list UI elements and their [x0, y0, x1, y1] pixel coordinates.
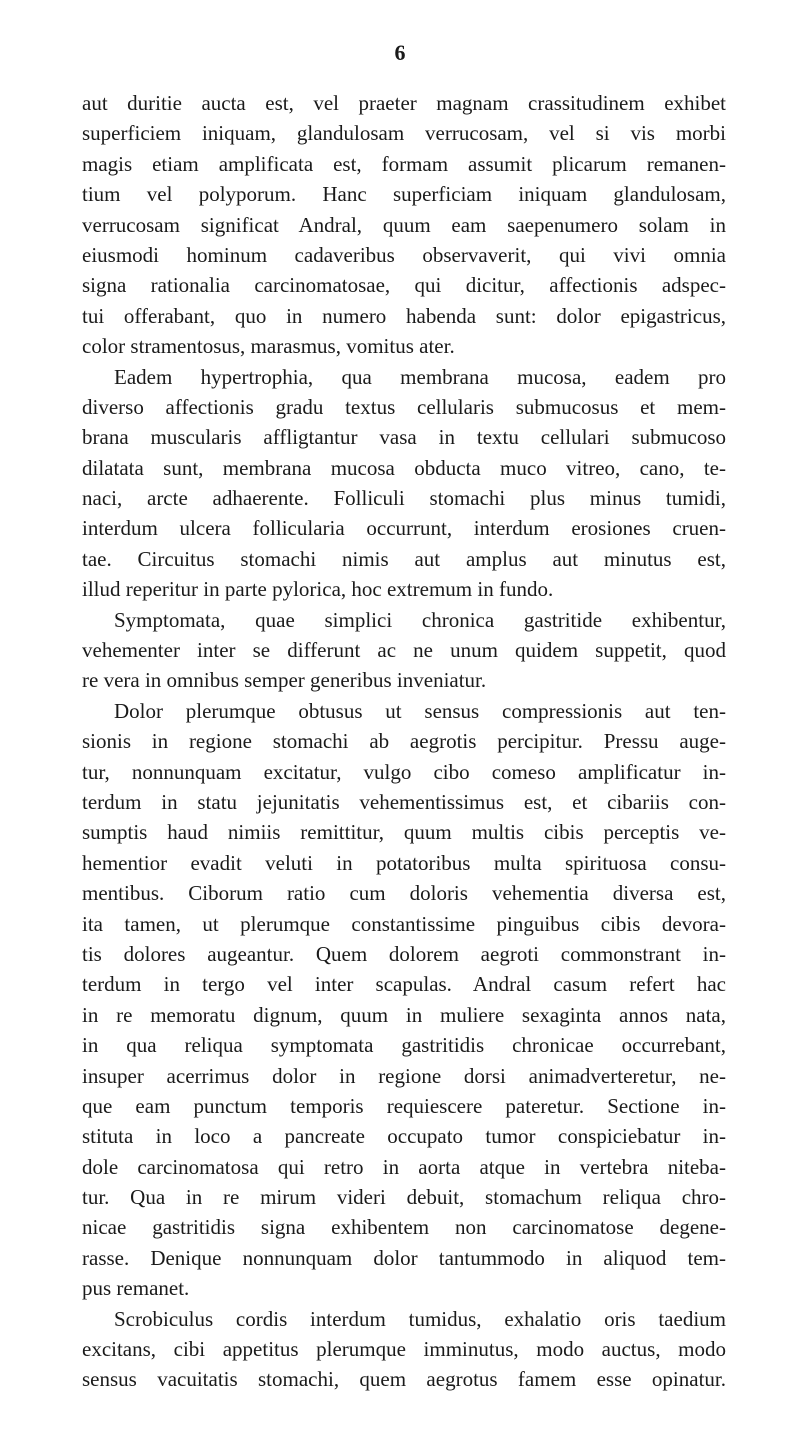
- text-line: rasse. Denique nonnunquam dolor tantummodo in aliquod tem-: [82, 1245, 726, 1270]
- page-number: 6: [394, 40, 406, 65]
- text-line: tis dolores augeantur. Quem dolorem aegroti commonstrant in-: [82, 941, 726, 966]
- text-line: brana muscularis affligtantur vasa in textu cellulari submucoso: [82, 425, 726, 450]
- text-line: terdum in statu jejunitatis vehementissimus est, et cibariis con-: [82, 789, 726, 814]
- text-line: dole carcinomatosa qui retro in aorta atque in vertebra niteba-: [82, 1154, 726, 1179]
- text-body: [82, 88, 726, 1395]
- text-line: sumptis haud nimiis remittitur, quum multis cibis perceptis ve-: [82, 820, 726, 845]
- text-line: vehementer inter se differunt ac ne unum quidem suppetit, quod: [82, 638, 726, 663]
- text-line: tium vel polyporum. Hanc superficiam iniquam glandulosam,: [82, 182, 726, 207]
- text-line: naci, arcte adhaerente. Folliculi stomachi plus minus tumidi,: [82, 486, 726, 511]
- text-line: sionis in regione stomachi ab aegrotis percipitur. Pressu auge-: [82, 729, 726, 754]
- text-line: signa rationalia carcinomatosae, qui dicitur, affectionis adspec-: [82, 273, 726, 298]
- text-line: tur. Qua in re mirum videri debuit, stomachum reliqua chro-: [82, 1185, 726, 1210]
- text-line: superficiem iniquam, glandulosam verrucosam, vel si vis morbi: [82, 121, 726, 146]
- text-line: nicae gastritidis signa exhibentem non carcinomatose degene-: [82, 1215, 726, 1240]
- text-line: pus remanet.: [82, 1276, 190, 1301]
- text-line: que eam punctum temporis requiescere pateretur. Sectione in-: [82, 1093, 726, 1118]
- text-line: excitans, cibi appetitus plerumque imminutus, modo auctus, modo: [82, 1337, 726, 1362]
- text-line: interdum ulcera follicularia occurrunt, interdum erosiones cruen-: [82, 516, 726, 541]
- text-line: terdum in tergo vel inter scapulas. Andral casum refert hac: [82, 972, 726, 997]
- text-line: in qua reliqua symptomata gastritidis chronicae occurrebant,: [82, 1033, 726, 1058]
- text-line: magis etiam amplificata est, formam assumit plicarum remanen-: [82, 151, 726, 176]
- text-line: aut duritie aucta est, vel praeter magnam crassitudinem exhibet: [82, 91, 726, 115]
- text-line: dilatata sunt, membrana mucosa obducta muco vitreo, cano, te-: [82, 455, 726, 480]
- text-line: mentibus. Ciborum ratio cum doloris vehementia diversa est,: [82, 881, 726, 906]
- text-line: tui offerabant, quo in numero habenda sunt: dolor epigastricus,: [82, 303, 726, 328]
- text-line: color stramentosus, marasmus, vomitus ater.: [82, 334, 455, 359]
- text-line: Scrobiculus cordis interdum tumidus, exhalatio oris taedium: [114, 1306, 726, 1331]
- text-line: tur, nonnunquam excitatur, vulgo cibo comeso amplificatur in-: [82, 759, 726, 784]
- text-line: insuper acerrimus dolor in regione dorsi animadverteretur, ne-: [82, 1063, 726, 1088]
- text-line: diverso affectionis gradu textus cellularis submucosus et mem-: [82, 394, 726, 419]
- text-line: tae. Circuitus stomachi nimis aut amplus aut minutus est,: [82, 546, 726, 571]
- text-line: in re memoratu dignum, quum in muliere sexaginta annos nata,: [82, 1002, 726, 1027]
- text-line: re vera in omnibus semper generibus inveniatur.: [82, 668, 487, 693]
- text-line: stituta in loco a pancreate occupato tumor conspiciebatur in-: [82, 1124, 726, 1149]
- text-line: Dolor plerumque obtusus ut sensus compressionis aut ten-: [114, 698, 726, 723]
- text-line: illud reperitur in parte pylorica, hoc extremum in fundo.: [82, 577, 554, 602]
- text-line: hementior evadit veluti in potatoribus multa spirituosa consu-: [82, 850, 726, 875]
- text-line: eiusmodi hominum cadaveribus observaverit, qui vivi omnia: [82, 242, 726, 267]
- text-line: Symptomata, quae simplici chronica gastritide exhibentur,: [114, 607, 726, 632]
- text-line: Eadem hypertrophia, qua membrana mucosa, eadem pro: [114, 364, 726, 389]
- text-line: sensus vacuitatis stomachi, quem aegrotus famem esse opinatur.: [82, 1367, 726, 1392]
- text-line: verrucosam significat Andral, quum eam saepenumero solam in: [82, 212, 726, 237]
- text-line: ita tamen, ut plerumque constantissime pinguibus cibis devora-: [82, 911, 726, 936]
